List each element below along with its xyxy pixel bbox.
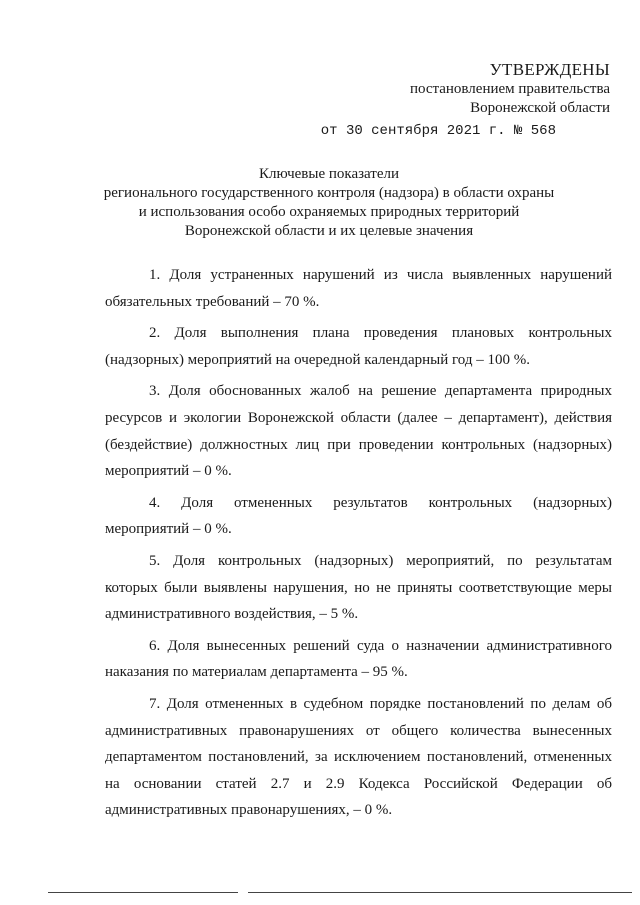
approval-stamp <box>320 60 610 142</box>
item-text: Доля обоснованных жалоб на решение департамента природных ресурсов и экологии Воронежской области (далее – департамент), действия (бездействие) должностных лиц при проведении контрольных (надзорных) мероприятий – 0 %. <box>105 383 612 480</box>
document-heading <box>100 165 558 241</box>
item-text: Доля выполнения плана проведения плановых контрольных (надзорных) мероприятий на очередной календарный год – 100 %. <box>105 325 613 368</box>
footer-divider-gap <box>238 892 248 894</box>
item-text: Доля отмененных результатов контрольных (надзорных) мероприятий – 0 %. <box>105 494 613 538</box>
list-item <box>105 378 612 484</box>
item-number: 5. <box>149 552 161 569</box>
footer-divider <box>48 892 632 893</box>
item-text: Доля устраненных нарушений из числа выявленных нарушений обязательных требований – 70 %. <box>105 267 613 310</box>
item-number: 4. <box>149 494 161 511</box>
item-number: 7. <box>149 695 161 712</box>
list-item <box>105 262 612 315</box>
item-number: 2. <box>149 325 161 342</box>
list-item <box>105 320 612 373</box>
item-text: Доля вынесенных решений суда о назначении административного наказания по материалам департамента – 95 %. <box>105 637 612 681</box>
list-item <box>105 633 612 686</box>
heading-line-1: Ключевые показатели <box>258 166 400 182</box>
approval-date: от 30 сентября 2021 г. № 568 <box>320 123 556 139</box>
list-item <box>105 548 612 628</box>
list-item <box>105 691 612 824</box>
approval-line-1: постановлением правительства <box>409 81 610 97</box>
approval-line-2: Воронежской области <box>470 100 610 116</box>
indicator-list <box>105 262 612 829</box>
item-number: 1. <box>149 267 161 283</box>
item-text: Доля контрольных (надзорных) мероприятий, по результатам которых были выявлены нарушения, но не приняты соответствующие меры административного воздействия, – 5 %. <box>105 552 612 623</box>
item-text: Доля отмененных в судебном порядке постановлений по делам об административных правонарушениях от общего количества вынесенных департаментом постановлений, за исключением постановлений, отмененных на основании статей 2.7 и 2.9 Кодекса Российской Федерации об административных правонарушениях, – 0 %. <box>105 695 612 819</box>
list-item <box>105 490 612 543</box>
heading-line-2: регионального государственного контроля (надзора) в области охраны и использования особо охраняемых природных территорий Воронежской области и их целевые значения <box>103 185 555 239</box>
item-number: 6. <box>149 637 161 654</box>
approval-title: УТВЕРЖДЕНЫ <box>489 60 610 79</box>
item-number: 3. <box>149 383 161 400</box>
